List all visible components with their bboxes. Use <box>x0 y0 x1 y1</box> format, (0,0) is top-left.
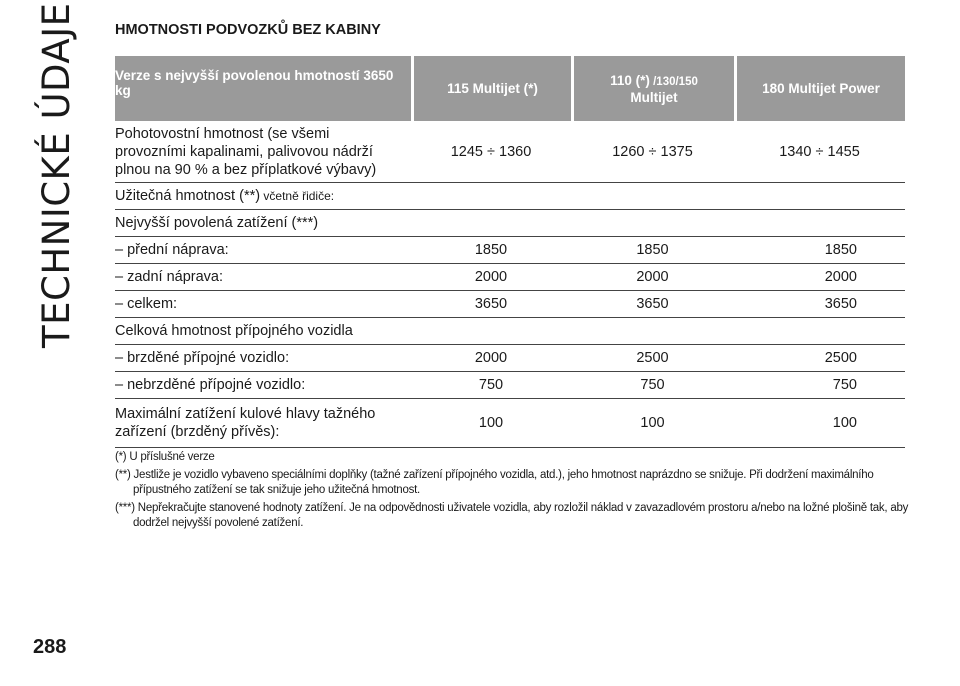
row-value-1: 2000 <box>411 345 571 372</box>
row-label: – brzděné přípojné vozidlo: <box>115 345 411 372</box>
table-row <box>115 372 905 399</box>
row-label <box>115 183 411 210</box>
row-value-3 <box>734 210 905 237</box>
row-label: Nejvyšší povolená zatížení (***) <box>115 210 411 237</box>
row-value-3: 100 <box>734 399 905 448</box>
header-version: Verze s nejvyšší povolenou hmotností 3650 kg <box>115 56 411 121</box>
chapter-side-title: TECHNICKÉ ÚDAJE <box>35 2 78 348</box>
row-value-3: 3650 <box>734 291 905 318</box>
row-value-1: 2000 <box>411 264 571 291</box>
row-value-2 <box>571 183 734 210</box>
table-row <box>115 121 905 183</box>
row-value-3 <box>734 318 905 345</box>
row-value-1: 750 <box>411 372 571 399</box>
row-label: Pohotovostní hmotnost (se všemi provozními kapalinami, palivovou nádrží plnou na 90 % a bez příplatkové výbavy) <box>115 121 411 183</box>
row-value-3: 2000 <box>734 264 905 291</box>
row-value-3: 1850 <box>734 237 905 264</box>
row-value-3: 750 <box>734 372 905 399</box>
header-115-multijet: 115 Multijet (*) <box>411 56 571 121</box>
footnotes <box>115 450 915 534</box>
row-value-1: 100 <box>411 399 571 448</box>
table-header-row <box>115 56 905 121</box>
footnote: (**) Jestliže je vozidlo vybaveno speciálními doplňky (tažné zařízení přípojného vozidla, atd.), jeho hmotnost naprázdno se snižuje. Při dodržení maximálního přípustného zatížení se tak snižuje jeho užitečná hmotnost. <box>115 468 874 496</box>
section-title: HMOTNOSTI PODVOZKŮ BEZ KABINY <box>115 22 381 38</box>
row-value-2 <box>571 210 734 237</box>
row-label: – přední náprava: <box>115 237 411 264</box>
header-110-sub: Multijet <box>630 89 678 105</box>
header-110-main: 110 (*) <box>610 72 650 88</box>
row-value-1 <box>411 183 571 210</box>
row-value-2: 1850 <box>571 237 734 264</box>
row-value-1: 1850 <box>411 237 571 264</box>
row-value-2: 750 <box>571 372 734 399</box>
row-label: – celkem: <box>115 291 411 318</box>
row-value-2: 2500 <box>571 345 734 372</box>
row-value-3: 1340 ÷ 1455 <box>734 121 905 183</box>
table-row <box>115 318 905 345</box>
row-label: Maximální zatížení kulové hlavy tažného zařízení (brzděný přívěs): <box>115 399 411 448</box>
table-row <box>115 183 905 210</box>
footnote: (*) U příslušné verze <box>115 451 215 463</box>
row-value-1: 1245 ÷ 1360 <box>411 121 571 183</box>
table-row <box>115 399 905 448</box>
weights-table <box>115 56 905 448</box>
header-180-multijet-power: 180 Multijet Power <box>734 56 905 121</box>
header-110-130-150-multijet <box>571 56 734 121</box>
row-value-2: 3650 <box>571 291 734 318</box>
row-label: – nebrzděné přípojné vozidlo: <box>115 372 411 399</box>
row-value-2: 100 <box>571 399 734 448</box>
row-value-3 <box>734 183 905 210</box>
table-row <box>115 264 905 291</box>
table-row <box>115 345 905 372</box>
row-value-2 <box>571 318 734 345</box>
table-row <box>115 291 905 318</box>
page-number: 288 <box>33 636 67 658</box>
footnote: (***) Nepřekračujte stanovené hodnoty zatížení. Je na odpovědnosti uživatele vozidla, aby rozložil náklad v zavazadlovém prostoru a/nebo na ložné plošině tak, aby dodržel nejvyšší povolené zatížení. <box>115 501 909 529</box>
table-row <box>115 237 905 264</box>
header-110-small: /130/150 <box>649 75 698 88</box>
row-value-2: 2000 <box>571 264 734 291</box>
row-label-main: Užitečná hmotnost (**) <box>115 188 261 204</box>
row-value-1 <box>411 210 571 237</box>
row-label-small: včetně řidiče: <box>260 189 335 203</box>
row-label: – zadní náprava: <box>115 264 411 291</box>
row-value-2: 1260 ÷ 1375 <box>571 121 734 183</box>
row-value-3: 2500 <box>734 345 905 372</box>
row-value-1: 3650 <box>411 291 571 318</box>
table-row <box>115 210 905 237</box>
row-label: Celková hmotnost přípojného vozidla <box>115 318 411 345</box>
row-value-1 <box>411 318 571 345</box>
